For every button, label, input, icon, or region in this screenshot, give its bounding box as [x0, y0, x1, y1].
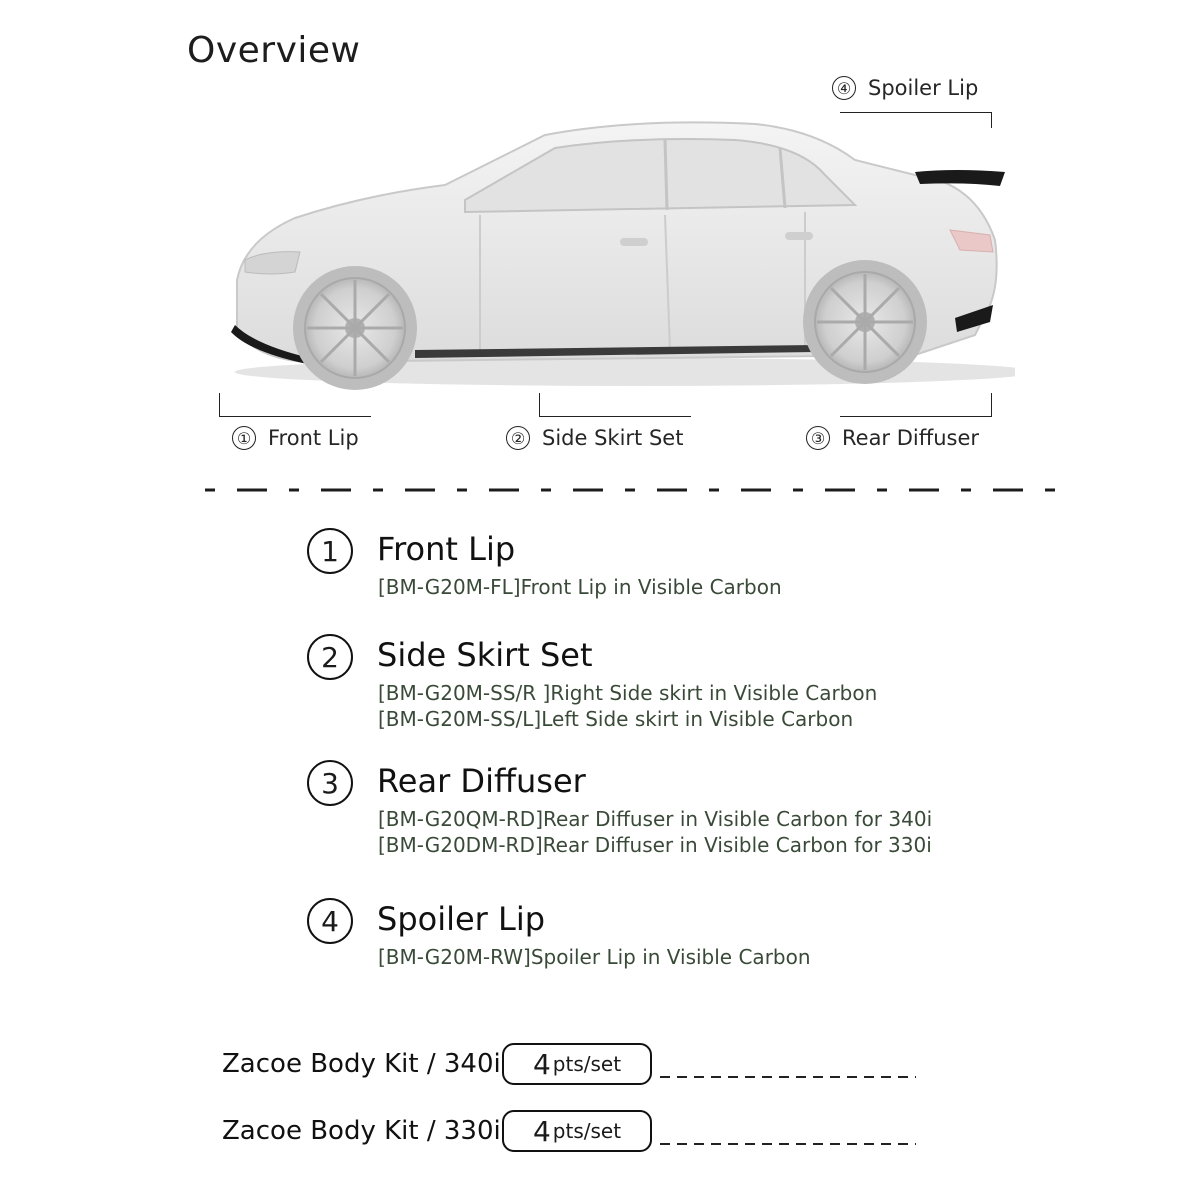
callout-label: Spoiler Lip [868, 76, 979, 100]
side-skirt-bracket [539, 393, 691, 417]
kit-count-badge [502, 1043, 652, 1085]
callout-label: Side Skirt Set [542, 426, 684, 450]
item-line: [BM-G20QM-RD]Rear Diffuser in Visible Carbon for 340i [378, 807, 933, 831]
callout-side-skirt-set [506, 426, 683, 450]
callout-spoiler-lip [832, 76, 978, 100]
item-title: Spoiler Lip [377, 900, 546, 938]
callout-label: Rear Diffuser [842, 426, 980, 450]
kit-count: 4 [532, 1047, 551, 1081]
kit-row-340i [222, 1043, 916, 1085]
callout-front-lip [232, 426, 359, 450]
item-lines [378, 680, 877, 732]
item-title: Rear Diffuser [377, 762, 586, 800]
item-line: [BM-G20M-RW]Spoiler Lip in Visible Carbon [378, 945, 811, 969]
callout-number: ③ [806, 426, 830, 450]
page-title: Overview [187, 30, 361, 71]
callout-number: ④ [832, 76, 856, 100]
item-line: [BM-G20M-SS/R ]Right Side skirt in Visible Carbon [378, 681, 878, 705]
kit-unit: pts/set [552, 1119, 622, 1143]
front-lip-bracket [219, 393, 371, 417]
spoiler-bracket [840, 112, 992, 128]
kit-label: Zacoe Body Kit / 340i [222, 1049, 501, 1079]
callout-number: ① [232, 426, 256, 450]
kit-count-badge [502, 1110, 652, 1152]
item-title: Front Lip [377, 530, 516, 568]
callout-label: Front Lip [268, 426, 359, 450]
item-line: [BM-G20DM-RD]Rear Diffuser in Visible Carbon for 330i [378, 833, 932, 857]
item-number: 1 [307, 528, 353, 574]
item-number: 2 [307, 634, 353, 680]
kit-count: 4 [532, 1114, 551, 1148]
item-line: [BM-G20M-SS/L]Left Side skirt in Visible Carbon [378, 707, 854, 731]
spoiler-lip-part [915, 170, 1005, 186]
callout-number: ② [506, 426, 530, 450]
item-number: 4 [307, 898, 353, 944]
car-illustration [215, 100, 1015, 400]
item-lines [378, 806, 932, 858]
item-lines [378, 574, 782, 600]
item-line: [BM-G20M-FL]Front Lip in Visible Carbon [378, 575, 782, 599]
section-divider [205, 484, 1071, 496]
kit-unit: pts/set [552, 1052, 622, 1076]
kit-row-330i [222, 1110, 916, 1152]
kit-label: Zacoe Body Kit / 330i [222, 1116, 501, 1146]
callout-rear-diffuser [806, 426, 979, 450]
kit-dashed-line [660, 1074, 916, 1080]
rear-diffuser-bracket [840, 393, 992, 417]
item-number: 3 [307, 760, 353, 806]
kit-dashed-line [660, 1141, 916, 1147]
item-lines [378, 944, 811, 970]
item-title: Side Skirt Set [377, 636, 593, 674]
